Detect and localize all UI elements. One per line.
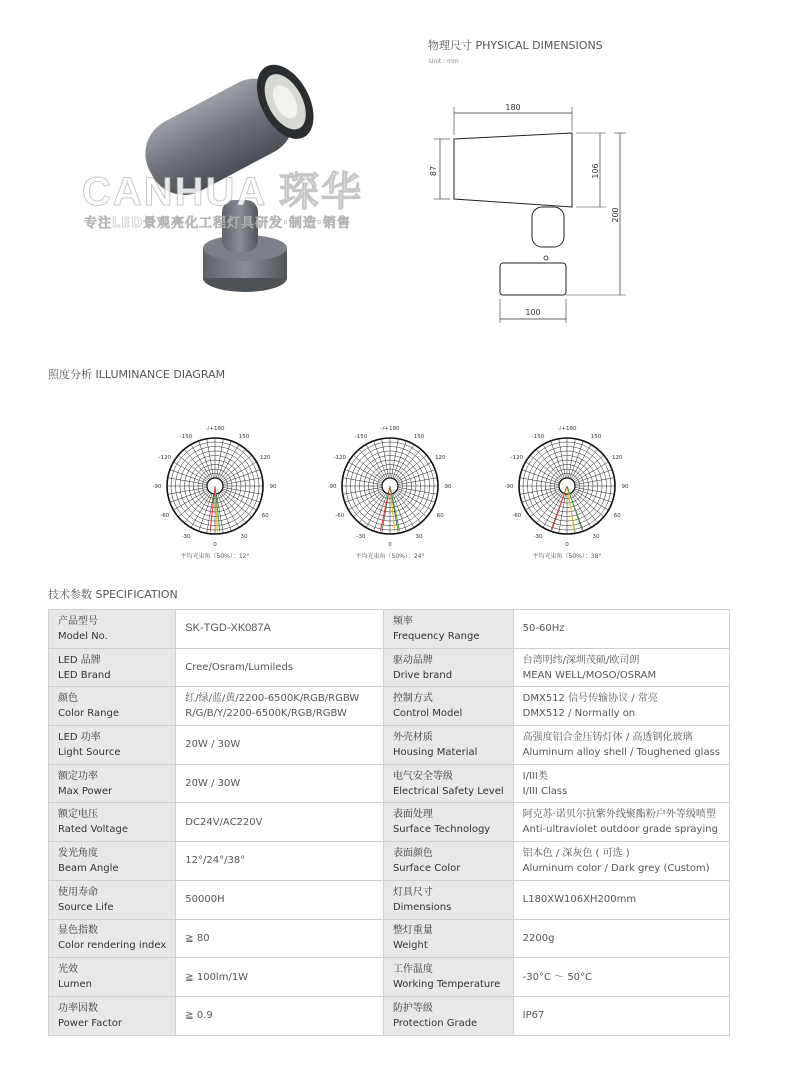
- spec-text: MEAN WELL/MOSO/OSRAM: [522, 669, 657, 681]
- beam-angle-caption: 平均光束角（50%）：24°: [355, 553, 425, 560]
- spec-text: 显色指数: [58, 925, 98, 937]
- polar-spoke: [184, 492, 210, 523]
- spec-text: DMX512 / Normally on: [522, 708, 636, 720]
- spec-text: Weight: [392, 940, 428, 952]
- polar-spoke: [573, 491, 604, 517]
- angle-label: -90: [152, 484, 162, 490]
- spec-value: [176, 764, 384, 803]
- spec-label: [383, 803, 513, 842]
- spec-text: Cree/Osram/Lumileds: [185, 662, 294, 674]
- polar-spoke: [359, 492, 385, 523]
- polar-spoke: [178, 455, 209, 481]
- polar-spoke: [221, 491, 252, 517]
- spec-text: Color Range: [58, 708, 119, 720]
- spec-label: [49, 842, 176, 881]
- polar-spoke: [178, 491, 209, 517]
- angle-label: -150: [531, 433, 545, 440]
- angle-label: 120: [434, 455, 446, 461]
- spec-text: Color rendering index: [58, 940, 167, 952]
- spec-text: 工作温度: [392, 964, 433, 976]
- dim-label-total-height: 200: [611, 207, 620, 223]
- polar-spoke: [396, 491, 427, 517]
- spec-value: [176, 958, 384, 997]
- spec-text: 整灯重量: [392, 925, 433, 937]
- angle-label: 0: [565, 542, 569, 548]
- polar-spoke: [184, 449, 210, 480]
- spec-row: [49, 610, 730, 649]
- polar-diagram-38: [497, 420, 637, 570]
- spec-text: Aluminum color / Dark grey (Custom): [522, 862, 710, 874]
- spec-text: 光效: [58, 964, 78, 976]
- spec-label: [49, 958, 176, 997]
- spec-row: [49, 764, 730, 803]
- spec-value: [513, 648, 729, 687]
- spec-text: 频率: [392, 615, 413, 627]
- angle-label: 30: [415, 534, 423, 541]
- spec-row: [49, 880, 730, 919]
- spec-label: [383, 842, 513, 881]
- angle-label: -150: [354, 433, 368, 440]
- specification-title: 技术参数 SPECIFICATION: [48, 588, 178, 601]
- dim-label-left-height: 87: [429, 165, 438, 177]
- angle-label: 0: [388, 542, 392, 548]
- spec-value: [513, 803, 729, 842]
- angle-label: 150: [590, 433, 602, 440]
- spec-text: 20W / 30W: [185, 778, 241, 790]
- angle-label: 120: [259, 455, 271, 461]
- polar-spoke: [395, 492, 421, 523]
- angle-label: 120: [611, 455, 623, 461]
- polar-chart: [145, 420, 285, 550]
- angle-label: 90: [444, 484, 452, 490]
- spec-label: [49, 880, 176, 919]
- spec-text: 2200g: [522, 932, 555, 944]
- spec-text: ≧ 100lm/1W: [185, 971, 249, 983]
- spec-text: Electrical Safety Level: [392, 785, 504, 797]
- spec-value: [176, 648, 384, 687]
- spec-value: [513, 919, 729, 958]
- spec-row: [49, 687, 730, 726]
- dim-label-base-width: 100: [525, 308, 541, 317]
- beam-angle-caption: 平均光束角（50%）：12°: [180, 553, 250, 560]
- spec-text: IP67: [522, 1010, 545, 1022]
- angle-label: 60: [436, 513, 444, 519]
- angle-label: 60: [261, 513, 269, 519]
- spec-text: LED Brand: [58, 669, 111, 681]
- spec-label: [49, 726, 176, 765]
- spec-value: [513, 764, 729, 803]
- angle-label: 90: [621, 484, 629, 490]
- spec-label: [49, 687, 176, 726]
- polar-spoke: [353, 491, 384, 517]
- spec-text: 额定功率: [58, 770, 98, 782]
- spec-label: [49, 803, 176, 842]
- spec-text: 12°/24°/38°: [185, 855, 246, 867]
- spec-value: [176, 610, 384, 649]
- spec-value: [513, 880, 729, 919]
- spec-text: 外壳材质: [392, 731, 433, 743]
- spec-label: [49, 764, 176, 803]
- spec-text: Surface Color: [392, 862, 461, 874]
- spec-text: 高强度铝合金压铸灯体 / 高透钢化玻璃: [522, 731, 693, 743]
- angle-label: 30: [240, 534, 248, 541]
- spec-text: Lumen: [58, 979, 92, 991]
- angle-label: -60: [160, 513, 170, 519]
- angle-label: -60: [512, 513, 522, 519]
- angle-label: -30: [181, 534, 191, 541]
- angle-label: -90: [327, 484, 337, 490]
- spec-text: Aluminum alloy shell / Toughened glass: [522, 746, 720, 758]
- polar-spoke: [536, 449, 562, 480]
- angle-label: 90: [269, 484, 277, 490]
- spec-row: [49, 842, 730, 881]
- spec-text: 发光角度: [58, 847, 98, 859]
- spec-label: [49, 648, 176, 687]
- spec-label: [49, 610, 176, 649]
- dimension-drawing: [420, 95, 640, 325]
- spec-text: Beam Angle: [58, 862, 119, 874]
- angle-label: -/+180: [557, 426, 577, 432]
- spec-value: [176, 726, 384, 765]
- brand-tagline: 专注LED景观亮化工程灯具研发·制造·销售: [84, 216, 351, 231]
- polar-spoke: [359, 449, 385, 480]
- polar-spoke: [536, 492, 562, 523]
- spec-text: Frequency Range: [392, 630, 480, 642]
- spec-text: Ⅰ/III Class: [522, 785, 568, 797]
- spec-row: [49, 958, 730, 997]
- beam-angle-caption: 平均光束角（50%）：38°: [532, 553, 602, 560]
- specification-table: [48, 609, 730, 1036]
- spec-text: Light Source: [58, 746, 121, 758]
- spec-text: LED 品牌: [58, 654, 101, 666]
- spec-text: 灯具尺寸: [392, 886, 433, 898]
- spec-text: R/G/B/Y/2200-6500K/RGB/RGBW: [185, 708, 347, 720]
- spec-text: Protection Grade: [392, 1017, 478, 1029]
- polar-spoke: [396, 455, 427, 481]
- dimensions-unit: Unit : mm: [429, 58, 459, 65]
- angle-label: -30: [533, 534, 543, 541]
- spec-label: [383, 610, 513, 649]
- angle-label: -/+180: [205, 426, 225, 432]
- angle-label: -150: [179, 433, 193, 440]
- spec-row: [49, 996, 730, 1035]
- spec-value: [513, 996, 729, 1035]
- spec-text: Model No.: [58, 630, 108, 642]
- spec-text: 使用寿命: [58, 886, 98, 898]
- spec-value: [513, 958, 729, 997]
- spec-text: 防护等级: [392, 1002, 433, 1014]
- spec-value: [176, 919, 384, 958]
- angle-label: 60: [613, 513, 621, 519]
- spec-row: [49, 919, 730, 958]
- dimensions-title: 物理尺寸 PHYSICAL DIMENSIONS: [428, 39, 603, 52]
- spec-text: 表面处理: [392, 809, 433, 821]
- spec-value: [513, 610, 729, 649]
- spec-row: [49, 726, 730, 765]
- spec-value: [176, 687, 384, 726]
- spec-text: 额定电压: [58, 809, 98, 821]
- angle-label: 150: [413, 433, 425, 440]
- spec-value: [176, 996, 384, 1035]
- spec-label: [383, 764, 513, 803]
- angle-label: -/+180: [380, 426, 400, 432]
- spec-value: [513, 726, 729, 765]
- spec-label: [383, 958, 513, 997]
- spec-label: [49, 996, 176, 1035]
- spec-text: Drive brand: [392, 669, 453, 681]
- spec-text: 产品型号: [58, 615, 98, 627]
- angle-label: -120: [333, 455, 347, 461]
- spec-row: [49, 803, 730, 842]
- spec-text: ≧ 0.9: [185, 1010, 213, 1022]
- spec-text: Dimensions: [392, 901, 452, 913]
- dim-label-width-top: 180: [505, 103, 521, 112]
- spec-text: 台湾明纬/深圳茂硕/欧司朗: [522, 654, 640, 666]
- spec-text: Max Power: [58, 785, 113, 797]
- angle-label: -60: [335, 513, 345, 519]
- spec-value: [513, 687, 729, 726]
- spec-text: 20W / 30W: [185, 739, 241, 751]
- spec-text: 阿克苏·诺贝尔抗紫外线聚酯粉户外等级喷塑: [522, 809, 716, 821]
- spec-value: [176, 880, 384, 919]
- spec-label: [383, 880, 513, 919]
- spec-text: Housing Material: [392, 746, 478, 758]
- spec-text: Control Model: [392, 708, 463, 720]
- spec-text: 控制方式: [392, 693, 433, 705]
- angle-label: -120: [510, 455, 524, 461]
- polar-chart: [320, 420, 460, 550]
- brand-logo: CANHUA 琛华: [82, 170, 363, 214]
- spec-text: 红/绿/蓝/黄/2200-6500K/RGB/RGBW: [185, 693, 360, 705]
- polar-diagram-12: [145, 420, 285, 570]
- spec-label: [383, 648, 513, 687]
- spec-text: 驱动品牌: [392, 654, 433, 666]
- polar-spoke: [530, 455, 561, 481]
- spec-text: Power Factor: [58, 1017, 123, 1029]
- polar-spoke: [220, 449, 246, 480]
- angle-label: -120: [158, 455, 172, 461]
- illuminance-title: 照度分析 ILLUMINANCE DIAGRAM: [48, 368, 226, 381]
- spec-text: ≧ 80: [185, 932, 210, 944]
- spec-label: [383, 919, 513, 958]
- spec-text: 电气安全等级: [392, 770, 453, 782]
- spec-text: Anti-ultraviolet outdoor grade spraying: [522, 824, 718, 836]
- angle-label: -30: [356, 534, 366, 541]
- polar-spoke: [220, 492, 246, 523]
- spec-text: LED 功率: [58, 731, 101, 743]
- dim-label-right-height: 106: [591, 163, 600, 179]
- polar-chart: [497, 420, 637, 550]
- spec-text: Working Temperature: [392, 979, 501, 991]
- spec-text: 颜色: [58, 693, 78, 705]
- spec-text: SK-TGD-XK087A: [185, 622, 271, 635]
- spec-text: DC24V/AC220V: [185, 816, 263, 828]
- spec-label: [49, 919, 176, 958]
- polar-spoke: [573, 455, 604, 481]
- angle-label: 30: [592, 534, 600, 541]
- spec-text: 铝本色 / 深灰色 ( 可选 ): [522, 847, 630, 859]
- spec-text: L180XW106XH200mm: [522, 894, 637, 906]
- spec-text: 功率因数: [58, 1002, 98, 1014]
- spec-label: [383, 726, 513, 765]
- spec-text: 50000H: [185, 894, 225, 906]
- spec-value: [176, 842, 384, 881]
- spec-text: Surface Technology: [392, 824, 491, 836]
- spec-text: -30°C ～ 50°C: [522, 971, 593, 983]
- spec-text: 50-60Hz: [522, 623, 565, 635]
- spec-row: [49, 648, 730, 687]
- polar-diagram-24: [320, 420, 460, 570]
- polar-spoke: [530, 491, 561, 517]
- polar-spoke: [221, 455, 252, 481]
- spec-label: [383, 996, 513, 1035]
- spec-text: 表面颜色: [392, 847, 433, 859]
- angle-label: -90: [504, 484, 514, 490]
- spec-label: [383, 687, 513, 726]
- angle-label: 0: [213, 542, 217, 548]
- angle-label: 150: [238, 433, 250, 440]
- polar-spoke: [572, 449, 598, 480]
- spec-value: [176, 803, 384, 842]
- polar-spoke: [395, 449, 421, 480]
- polar-spoke: [353, 455, 384, 481]
- spec-text: DMX512 信号传输协议 / 常亮: [522, 693, 658, 705]
- spec-text: Source Life: [58, 901, 114, 913]
- polar-spoke: [572, 492, 598, 523]
- spec-text: Rated Voltage: [58, 824, 128, 836]
- spec-text: Ⅰ/III类: [522, 770, 548, 782]
- spec-value: [513, 842, 729, 881]
